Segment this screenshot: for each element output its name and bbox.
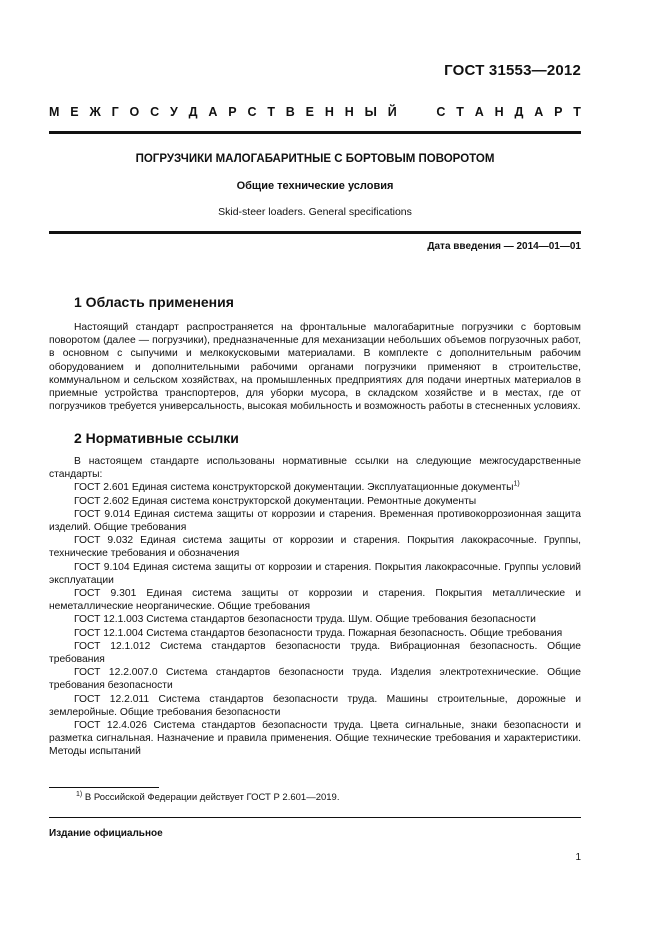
- edition-label: Издание официальное: [49, 828, 163, 839]
- normative-reference: [49, 627, 581, 640]
- normative-reference-text: ГОСТ 9.301 Единая система защиты от коррозии и старения. Покрытия металлические и неметаллические неорганические. Общие требования: [49, 588, 581, 613]
- normative-reference-text: ГОСТ 2.601 Единая система конструкторской документации. Эксплуатационные документы: [74, 482, 514, 494]
- banner-letter: Д: [514, 105, 524, 119]
- document-number: ГОСТ 31553—2012: [444, 62, 581, 79]
- normative-reference: [49, 508, 581, 534]
- banner-letter: Н: [344, 105, 354, 119]
- footer-rule: [49, 817, 581, 818]
- banner-letter: Н: [494, 105, 504, 119]
- normative-reference: [49, 693, 581, 719]
- banner-letter: А: [534, 105, 544, 119]
- section-2-body: [49, 455, 581, 759]
- section-1-paragraph: Настоящий стандарт распространяется на фронтальные малогабаритные погрузчики с бортовым поворотом (далее — погрузчики), предназначенные для механизации небольших объемов погрузочных работ, в основном с сыпучими и мелкокусковыми материалами. В комплекте с дополнительным рабочим оборудованием и дополнительными рабочими органами погрузчики применяют в строительстве, коммунальном и сельском хозяйствах, на промышленных предприятиях для подачи инертных материалов в приемные устройства транспортеров, для уборки мусора, в складском хозяйстве и в местах, где от погрузчиков требуется универсальность, высокая мобильность и возможность работы в стесненных условиях.: [49, 322, 581, 413]
- normative-reference: [49, 666, 581, 692]
- normative-reference-text: ГОСТ 9.032 Единая система защиты от коррозии и старения. Покрытия лакокрасочные. Группы, технические требования и обозначения: [49, 535, 581, 560]
- banner-letter: Д: [188, 105, 198, 119]
- banner-letter: А: [474, 105, 484, 119]
- normative-reference: [49, 719, 581, 759]
- document-title: ПОГРУЗЧИКИ МАЛОГАБАРИТНЫЕ С БОРТОВЫМ ПОВОРОТОМ: [135, 153, 495, 165]
- normative-reference-text: ГОСТ 12.1.003 Система стандартов безопасности труда. Шум. Общие требования безопасности: [74, 614, 536, 626]
- normative-reference: [49, 534, 581, 560]
- banner-letter: С: [150, 105, 160, 119]
- banner-letter: Т: [267, 105, 275, 119]
- title-rule: [49, 231, 581, 234]
- normative-reference: [49, 561, 581, 587]
- normative-reference: [49, 587, 581, 613]
- banner-letter: В: [285, 105, 295, 119]
- banner-letter: А: [208, 105, 218, 119]
- normative-reference-text: ГОСТ 12.1.004 Система стандартов безопасности труда. Пожарная безопасность. Общие требования: [74, 627, 563, 639]
- banner-letter: С: [436, 105, 446, 119]
- footnote-text: В Российской Федерации действует ГОСТ Р 2.601—2019.: [84, 792, 340, 803]
- normative-reference-text: ГОСТ 12.2.007.0 Система стандартов безопасности труда. Изделия электротехнические. Общие требования безопасности: [49, 667, 581, 692]
- section-1-heading: 1 Область применения: [74, 294, 234, 310]
- banner-letter: Е: [70, 105, 79, 119]
- footnote-mark: 1): [76, 790, 83, 798]
- header-rule: [49, 131, 581, 134]
- section-2-intro: В настоящем стандарте использованы нормативные ссылки на следующие межгосударственные стандарты:: [49, 456, 581, 481]
- normative-reference-text: ГОСТ 2.602 Единая система конструкторской документации. Ремонтные документы: [74, 495, 477, 507]
- banner-letter: У: [170, 105, 178, 119]
- banner-letter: Й: [387, 105, 397, 119]
- banner-letter: Р: [554, 105, 563, 119]
- section-1-body: [49, 321, 581, 413]
- normative-reference-text: ГОСТ 9.014 Единая система защиты от коррозии и старения. Временная противокоррозионная защита изделий. Общие требования: [49, 508, 581, 534]
- page-number: 1: [575, 852, 581, 863]
- banner-letter: Р: [228, 105, 237, 119]
- banner-letter: Т: [456, 105, 464, 119]
- normative-reference-text: ГОСТ 12.2.011 Система стандартов безопасности труда. Машины строительные, дорожные и землеройные. Общие требования безопасности: [49, 693, 581, 718]
- normative-reference-text: ГОСТ 9.104 Единая система защиты от коррозии и старения. Покрытия лакокрасочные. Группы условий эксплуатации: [49, 561, 581, 586]
- normative-reference-text: ГОСТ 12.4.026 Система стандартов безопасности труда. Цвета сигнальные, знаки безопасности и разметка сигнальная. Назначение и правила применения. Общие технические требования и характеристики. Методы испытаний: [49, 720, 581, 758]
- normative-reference-text: ГОСТ 12.1.012 Система стандартов безопасности труда. Вибрационная безопасность. Общие требования: [49, 640, 581, 666]
- normative-reference: [49, 495, 581, 508]
- footnote-rule: [49, 787, 159, 788]
- normative-reference: [49, 613, 581, 626]
- english-title: Skid-steer loaders. General specifications: [218, 206, 412, 218]
- banner-word-gap: [408, 105, 426, 119]
- introduction-date: Дата введения — 2014—01—01: [427, 241, 581, 252]
- banner-letter: М: [49, 105, 60, 119]
- banner-letter: О: [129, 105, 140, 119]
- section-2-heading: 2 Нормативные ссылки: [74, 430, 239, 446]
- standard-type-banner: [49, 105, 581, 119]
- banner-letter: С: [247, 105, 257, 119]
- footnote: [76, 792, 339, 803]
- banner-letter: Ы: [364, 105, 377, 119]
- document-subtitle: Общие технические условия: [236, 180, 394, 192]
- banner-letter: Т: [573, 105, 581, 119]
- banner-letter: Ж: [89, 105, 101, 119]
- banner-letter: Е: [305, 105, 315, 119]
- banner-letter: Н: [324, 105, 334, 119]
- banner-letter: Г: [111, 105, 119, 119]
- normative-reference: [49, 481, 581, 494]
- footnote-reference: 1): [513, 480, 520, 488]
- normative-reference: [49, 640, 581, 666]
